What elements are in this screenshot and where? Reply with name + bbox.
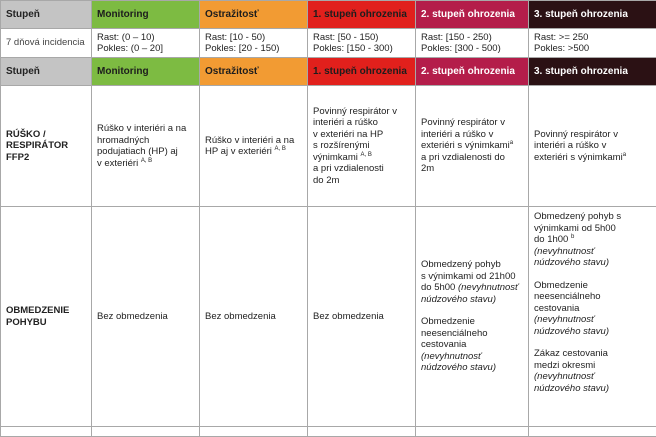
empty-cell <box>200 427 308 437</box>
incidence-label: 7 dňová incidencia <box>1 29 92 58</box>
cell-line <box>421 140 528 152</box>
footnote-mark: a <box>623 152 626 158</box>
movement-cell-level-1: Bez obmedzenia <box>308 207 416 427</box>
cell-line-italic: (nevyhnutnosť <box>534 371 656 383</box>
movement-label-line: OBMEDZENIE <box>6 305 91 317</box>
cell-line-italic: (nevyhnutnosť <box>458 282 518 293</box>
cell-line: Obmedzený pohyb s <box>534 211 656 223</box>
cell-line: a pri vzdialenosti <box>313 163 415 175</box>
incidence-pokles: Pokles: [20 - 150) <box>205 43 307 55</box>
incidence-pokles: Pokles: [300 - 500) <box>421 43 528 55</box>
cell-line: s rozšírenými <box>313 140 415 152</box>
cell-line: medzi okresmi <box>534 360 656 372</box>
cell-line-italic: núdzového stavu) <box>534 383 656 395</box>
cell-line: Zákaz cestovania <box>534 348 656 360</box>
cell-line: hromadných <box>97 135 199 147</box>
cell-line: Obmedzený pohyb <box>421 259 528 271</box>
footnote-mark: a <box>510 140 513 146</box>
movement-cell-monitoring: Bez obmedzenia <box>92 207 200 427</box>
footnote-mark: A, B <box>141 157 152 163</box>
cell-line: Rúško v interiéri a na <box>205 135 307 147</box>
cell-line: Povinný respirátor v <box>534 129 656 141</box>
cell-line <box>534 152 656 164</box>
incidence-pokles: Pokles: [150 - 300) <box>313 43 415 55</box>
cell-line: v exteriéri na HP <box>313 129 415 141</box>
cell-line: Povinný respirátor v <box>421 117 528 129</box>
movement-cell-level-2 <box>416 207 529 427</box>
incidence-rast: Rast: [150 - 250) <box>421 32 528 44</box>
cell-line: a pri vzdialenosti do <box>421 152 528 164</box>
incidence-cell-level-1 <box>308 29 416 58</box>
cell-line <box>421 282 528 294</box>
cell-line <box>534 234 656 246</box>
footnote-mark: b <box>571 234 574 240</box>
cell-line: Obmedzenie <box>421 316 528 328</box>
cell-line-italic: núdzového stavu) <box>534 257 656 269</box>
respirator-row <box>1 86 656 207</box>
level-ostrazitost-header: Ostražitosť <box>200 1 308 29</box>
cell-line-italic: (nevyhnutnosť <box>534 314 656 326</box>
block-gap <box>421 305 528 316</box>
cell-line: neesenciálneho <box>421 328 528 340</box>
incidence-pokles: Pokles: (0 – 20] <box>97 43 199 55</box>
block-gap <box>534 269 656 280</box>
cell-line: 2m <box>421 163 528 175</box>
incidence-rast: Rast: [10 - 50) <box>205 32 307 44</box>
footnote-mark: A, B <box>361 152 372 158</box>
respirator-cell-level-3 <box>529 86 656 207</box>
level-ostrazitost-header: Ostražitosť <box>200 58 308 86</box>
cell-line: interiéri a rúško <box>313 117 415 129</box>
cell-line <box>97 158 199 170</box>
cell-line: cestovania <box>421 339 528 351</box>
empty-cell <box>92 427 200 437</box>
cell-line: výnimkami od 5h00 <box>534 223 656 235</box>
movement-cell-ostrazitost: Bez obmedzenia <box>200 207 308 427</box>
cell-line-italic: (nevyhnutnosť <box>421 351 528 363</box>
respirator-label-line: RESPIRÁTOR <box>6 140 91 152</box>
cell-line: neesenciálneho <box>534 291 656 303</box>
cell-line-italic: núdzového stavu) <box>421 294 528 306</box>
incidence-rast: Rast: (0 – 10) <box>97 32 199 44</box>
header-row <box>1 1 656 29</box>
cell-line-text: exteriéri s výnimkami <box>534 152 623 163</box>
level-3-header: 3. stupeň ohrozenia <box>529 1 656 29</box>
respirator-label <box>1 86 92 207</box>
respirator-label-line: RÚŠKO / <box>6 129 91 141</box>
respirator-cell-level-1 <box>308 86 416 207</box>
empty-cell <box>416 427 529 437</box>
empty-cell <box>308 427 416 437</box>
footnote-mark: A, B <box>275 146 286 152</box>
incidence-cell-ostrazitost <box>200 29 308 58</box>
respirator-cell-ostrazitost <box>200 86 308 207</box>
incidence-cell-level-3 <box>529 29 656 58</box>
empty-cell <box>529 427 656 437</box>
cell-line: Rúško v interiéri a na <box>97 123 199 135</box>
respirator-label-line: FFP2 <box>6 152 91 164</box>
incidence-row <box>1 29 656 58</box>
cell-line: cestovania <box>534 303 656 315</box>
cell-line <box>205 146 307 158</box>
cell-line-italic: (nevyhnutnosť <box>534 246 656 258</box>
incidence-pokles: Pokles: >500 <box>534 43 656 55</box>
cell-line: s výnimkami od 21h00 <box>421 271 528 283</box>
cell-line-text: v exteriéri <box>97 158 138 169</box>
cell-line-italic: núdzového stavu) <box>534 326 656 338</box>
cell-line: interiéri a rúško v <box>534 140 656 152</box>
movement-label <box>1 207 92 427</box>
incidence-cell-monitoring <box>92 29 200 58</box>
incidence-cell-level-2 <box>416 29 529 58</box>
empty-cell <box>1 427 92 437</box>
cell-line-italic: núdzového stavu) <box>421 362 528 374</box>
cell-line <box>313 152 415 164</box>
level-monitoring-header: Monitoring <box>92 1 200 29</box>
header-label-cell: Stupeň <box>1 1 92 29</box>
respirator-cell-monitoring <box>92 86 200 207</box>
cell-line: podujatiach (HP) aj <box>97 146 199 158</box>
cell-line: do 2m <box>313 175 415 187</box>
cell-line-text: do 5h00 <box>421 282 455 293</box>
cell-line-text: do 1h00 <box>534 234 568 245</box>
movement-cell-level-3 <box>529 207 656 427</box>
level-monitoring-header: Monitoring <box>92 58 200 86</box>
cell-line: Obmedzenie <box>534 280 656 292</box>
header-label-cell: Stupeň <box>1 58 92 86</box>
block-gap <box>534 337 656 348</box>
cell-line: interiéri a rúško v <box>421 129 528 141</box>
level-2-header: 2. stupeň ohrozenia <box>416 58 529 86</box>
cell-line-text: HP aj v exteriéri <box>205 146 272 157</box>
incidence-rast: Rast: [50 - 150) <box>313 32 415 44</box>
level-1-header: 1. stupeň ohrozenia <box>308 58 416 86</box>
level-2-header: 2. stupeň ohrozenia <box>416 1 529 29</box>
level-1-header: 1. stupeň ohrozenia <box>308 1 416 29</box>
movement-label-line: POHYBU <box>6 317 91 329</box>
cell-line-text: výnimkami <box>313 152 358 163</box>
level-3-header: 3. stupeň ohrozenia <box>529 58 656 86</box>
movement-row <box>1 207 656 427</box>
incidence-rast: Rast: >= 250 <box>534 32 656 44</box>
header-row-repeat <box>1 58 656 86</box>
next-row-partial <box>1 427 656 437</box>
cell-line: Povinný respirátor v <box>313 106 415 118</box>
respirator-cell-level-2 <box>416 86 529 207</box>
cell-line-text: exteriéri s výnimkami <box>421 140 510 151</box>
